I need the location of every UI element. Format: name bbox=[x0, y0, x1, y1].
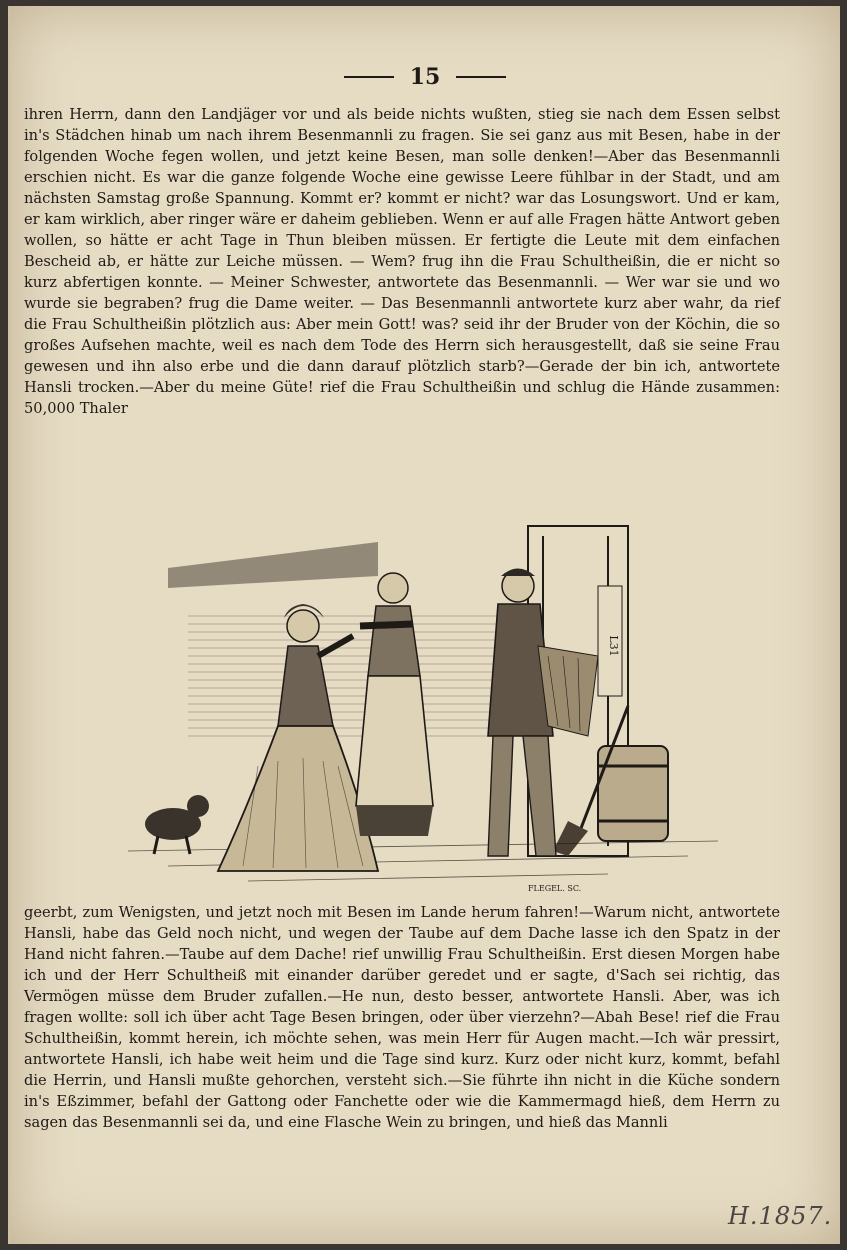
wall-sign-label: L31 bbox=[607, 635, 620, 657]
page-number: 15 bbox=[409, 64, 441, 90]
illustration-engraving bbox=[128, 506, 718, 901]
engraver-signature: FLEGEL. SC. bbox=[528, 884, 582, 893]
pencil-catalog-note: H.1857. bbox=[728, 1202, 833, 1230]
figure-lady bbox=[218, 604, 378, 871]
paragraph-top: ihren Herrn, dann den Landjäger vor und als beide nichts wußten, stieg sie nach dem Essen selbst in's Städchen hinab um nach ihrem Besenmannli zu fragen. Sie sei ganz aus mit Besen, habe in der folgenden Woche fegen wollen, und jetzt keine Besen, man solle denken!—Aber das Besenmannli erschien nicht. Es war die ganze folgende Woche eine gewisse Leere fühlbar in der Stadt, und am nächsten Samstag große Spannung. Kommt er? kommt er nicht? war das Losungswort. Und er kam, er kam wirklich, aber ringer wäre er daheim geblieben. Wenn er auf alle Fragen hätte Antwort geben wollen, so hätte er acht Tage in Thun bleiben müssen. Er fertigte die Leute mit dem einfachen Bescheid ab, er hätte zur Leiche müssen. — Wem? frug ihn die Frau Schultheißin, die er nicht so kurz abfertigen konnte. — Meiner Schwester, antwortete das Besenmannli. — Wer war sie und wo wurde sie begraben? frug die Dame weiter. — Das Besenmannli antwortete kurz aber wahr, da rief die Frau Schultheißin plötzlich aus: Aber mein Gott! was? seid ihr der Bruder von der Köchin, die so großes Aufsehen machte, weil es nach dem Tode des Herrn sich herausgestellt, daß sie seine Frau gewesen und ihn also erbe und die dann darauf plötzlich starb?—Gerade der bin ich, antwortete Hansli trocken.—Aber du meine Güte! rief die Frau Schultheißin und schlug die Hände zusammen: 50,000 Thaler bbox=[24, 106, 780, 417]
header-rule-left bbox=[344, 76, 394, 78]
figure-maid bbox=[356, 573, 433, 836]
paragraph-bottom: geerbt, zum Wenigsten, und jetzt noch mit Besen im Lande herum fahren!—Warum nicht, antwortete Hansli, habe das Geld noch nicht, und wegen der Taube auf dem Dache lasse ich den Spatz in der Hand nicht fahren.—Taube auf dem Dache! rief unwillig Frau Schultheißin. Erst diesen Morgen habe ich und der Herr Schultheiß mit einander darüber geredet und er sagte, d'Sach sei richtig, das Vermögen müsse dem Bruder zufallen.—He nun, desto besser, antwortete Hansli. Aber, was ich fragen wollte: soll ich über acht Tage Besen bringen, oder über vierzehn?—Abah Bese! rief die Frau Schultheißin, kommt herein, ich möchte sehen, was mein Herr für Augen macht.—Ich wär pressirt, antwortete Hansli, ich habe weit heim und die Tage sind kurz. Kurz oder nicht kurz, kommt, befahl die Herrin, und Hansli mußte gehorchen, versteht sich.—Sie führte ihn nicht in die Küche sondern in's Eßzimmer, befahl der Gattong oder Fanchette oder wie die Kammermagd hieß, dem Herrn zu sagen das Besenmannli sei da, und eine Flasche Wein zu bringen, und hieß das Mannli bbox=[24, 904, 780, 1131]
figure-dog bbox=[145, 795, 209, 854]
book-page bbox=[8, 6, 840, 1244]
mantel-beam bbox=[168, 542, 378, 588]
illustration bbox=[128, 506, 718, 901]
page-header bbox=[10, 64, 840, 90]
floor-lines bbox=[128, 841, 718, 881]
header-rule-right bbox=[456, 76, 506, 78]
wall-hatching bbox=[188, 616, 508, 736]
